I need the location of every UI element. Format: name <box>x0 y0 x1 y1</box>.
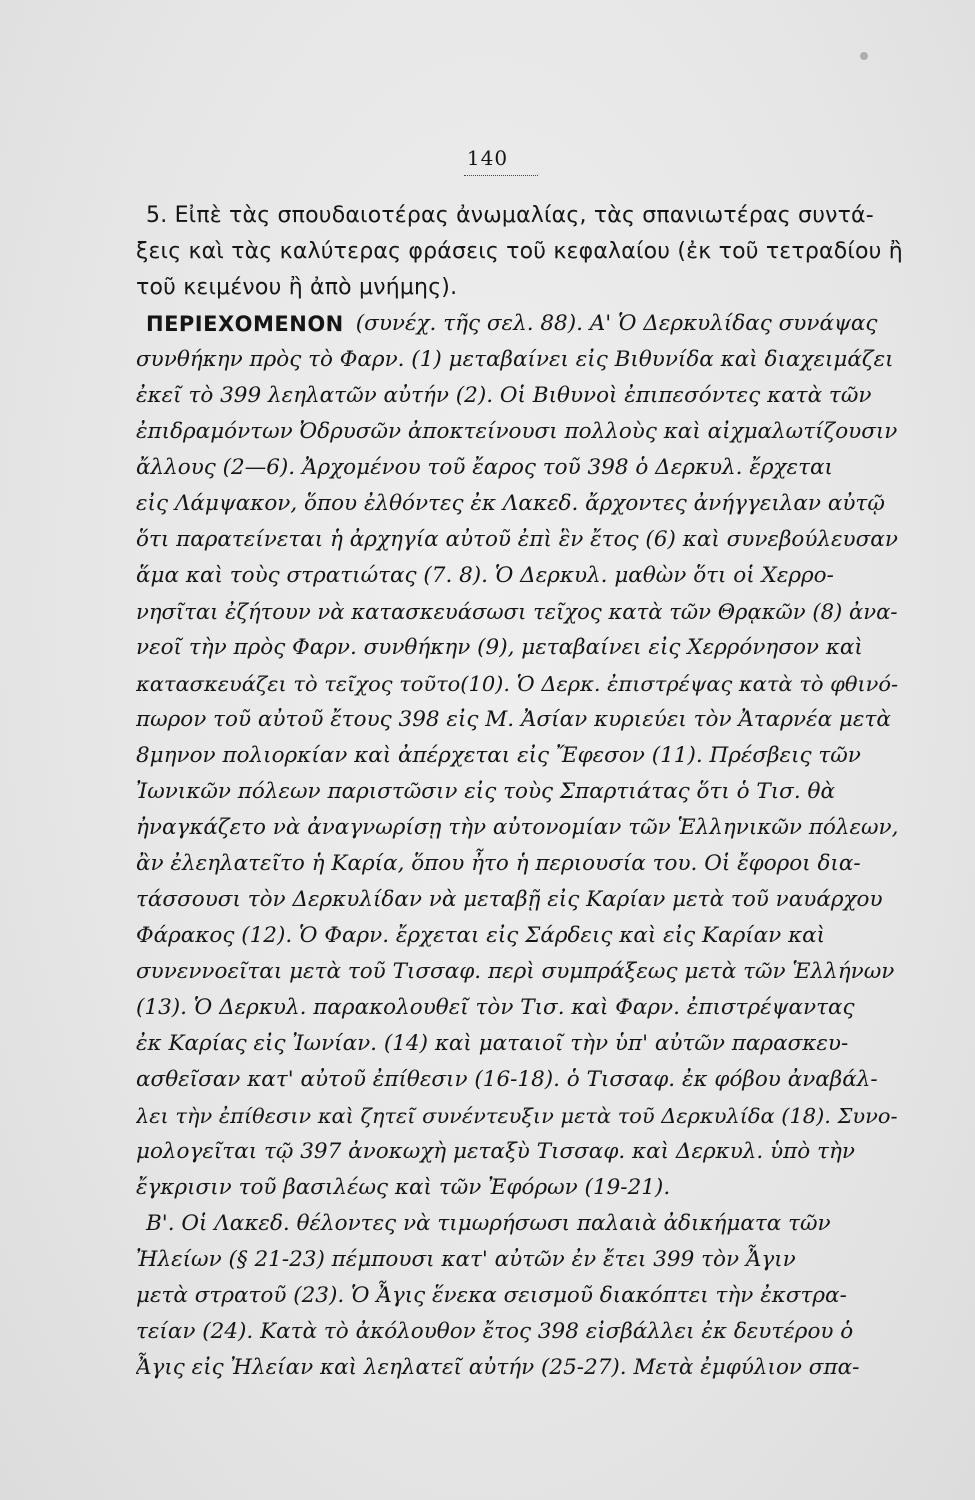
contents-line: συνεννοεῖται μετὰ τοῦ Τισσαφ. περὶ συμπράξεως μετὰ τῶν Ἑλλήνων <box>136 959 895 984</box>
contents-line: εἰς Λάμψακον, ὅπου ἐλθόντες ἐκ Λακεδ. ἄρχοντες ἀνήγγειλαν αὐτῷ <box>136 491 885 516</box>
exercise-line <box>136 234 906 270</box>
contents-line: πωρον τοῦ αὐτοῦ ἔτους 398 εἰς Μ. Ἀσίαν κυριεύει τὸν Ἀταρνέα μετὰ <box>136 707 891 732</box>
contents-line: ἐπιδραμόντων Ὀδρυσῶν ἀποκτείνουσι πολλοὺς καὶ αἰχμαλωτίζουσιν <box>136 419 898 444</box>
contents-line: 8μηνον πολιορκίαν καὶ ἀπέρχεται εἰς Ἔφεσον (11). Πρέσβεις τῶν <box>136 743 861 768</box>
page-number: 140 <box>466 146 509 170</box>
contents-line: κατασκευάζει τὸ τεῖχος τοῦτο(10). Ὁ Δερκ. ἐπιστρέψας κατὰ τὸ φθινό- <box>136 672 899 696</box>
contents-line: τάσσουσι τὸν Δερκυλίδαν νὰ μεταβῇ εἰς Καρίαν μετὰ τοῦ ναυάρχου <box>136 887 883 912</box>
text-block <box>136 198 906 1386</box>
contents-heading-rest: (συνέχ. τῆς σελ. 88). Α' Ὁ Δερκυλίδας συνάψας <box>355 311 878 336</box>
section-b-line: μετὰ στρατοῦ (23). Ὁ Ἆγις ἕνεκα σεισμοῦ διακόπτει τὴν ἐκστρα- <box>136 1283 847 1308</box>
contents-line: ἐκ Καρίας εἰς Ἰωνίαν. (14) καὶ ματαιοῖ τὴν ὑπ' αὐτῶν παρασκευ- <box>136 1031 849 1056</box>
exercise-line-text: ξεις καὶ τὰς καλύτερας φράσεις τοῦ κεφαλαίου (ἐκ τοῦ τετραδίου ἢ <box>136 239 903 264</box>
contents-line: ασθεῖσαν κατ' αὐτοῦ ἐπίθεσιν (16-18). ὁ Τισσαφ. ἐκ φόβου ἀναβάλ- <box>136 1067 878 1092</box>
contents-heading: ΠΕΡΙΕΧΟΜΕΝΟΝ <box>146 312 344 336</box>
contents-line: ὅτι παρατείνεται ἡ ἀρχηγία αὐτοῦ ἐπὶ ἓν ἔτος (6) καὶ συνεβούλευσαν <box>136 527 898 552</box>
contents-line: ἅμα καὶ τοὺς στρατιώτας (7. 8). Ὁ Δερκυλ. μαθὼν ὅτι οἱ Χερρο- <box>136 563 834 588</box>
contents-line: ἠναγκάζετο νὰ ἀναγνωρίσῃ τὴν αὐτονομίαν τῶν Ἑλληνικῶν πόλεων, <box>136 815 899 840</box>
section-b-line: Β'. Οἱ Λακεδ. θέλοντες νὰ τιμωρήσωσι παλαιὰ ἀδικήματα τῶν <box>146 1211 831 1236</box>
contents-line: ἄλλους (2—6). Ἀρχομένου τοῦ ἔαρος τοῦ 398 ὁ Δερκυλ. ἔρχεται <box>136 455 833 480</box>
contents-heading-line <box>136 306 906 342</box>
contents-line: Ἰωνικῶν πόλεων παριστῶσιν εἰς τοὺς Σπαρτιάτας ὅτι ὁ Τισ. θὰ <box>136 779 835 804</box>
section-b-line: Ἆγις εἰς Ἠλείαν καὶ λεηλατεῖ αὐτήν (25-27). Μετὰ ἐμφύλιον σπα- <box>136 1355 860 1380</box>
exercise-line <box>136 198 906 234</box>
contents-line: ἂν ἐλεηλατεῖτο ἡ Καρία, ὅπου ἦτο ἡ περιουσία του. Οἱ ἔφοροι δια- <box>136 851 861 876</box>
contents-line: νησῖται ἐζήτουν νὰ κατασκευάσωσι τεῖχος κατὰ τῶν Θρᾳκῶν (8) ἀνα- <box>136 599 898 624</box>
contents-line: συνθήκην πρὸς τὸ Φαρν. (1) μεταβαίνει εἰς Βιθυνίδα καὶ διαχειμάζει <box>136 347 894 372</box>
contents-line: ἐκεῖ τὸ 399 λεηλατῶν αὐτήν (2). Οἱ Βιθυνοὶ ἐπιπεσόντες κατὰ τῶν <box>136 383 872 408</box>
ink-speck <box>860 52 868 60</box>
page-number-rule <box>464 175 538 176</box>
exercise-line-text: 5. Εἰπὲ τὰς σπουδαιοτέρας ἀνωμαλίας, τὰς σπανιωτέρας συντά- <box>146 203 874 228</box>
section-b-line: Ἠλείων (§ 21-23) πέμπουσι κατ' αὐτῶν ἐν ἔτει 399 τὸν Ἆγιν <box>136 1247 796 1272</box>
section-b-line: τείαν (24). Κατὰ τὸ ἀκόλουθον ἔτος 398 εἰσβάλλει ἐκ δευτέρου ὁ <box>136 1319 854 1344</box>
exercise-line <box>136 270 906 306</box>
contents-line: Φάρακος (12). Ὁ Φαρν. ἔρχεται εἰς Σάρδεις καὶ εἰς Καρίαν καὶ <box>136 923 826 948</box>
contents-line: (13). Ὁ Δερκυλ. παρακολουθεῖ τὸν Τισ. καὶ Φαρν. ἐπιστρέψαντας <box>136 995 855 1020</box>
contents-line: νεοῖ τὴν πρὸς Φαρν. συνθήκην (9), μεταβαίνει εἰς Χερρόνησον καὶ <box>136 635 863 660</box>
contents-line: ἔγκρισιν τοῦ βασιλέως καὶ τῶν Ἐφόρων (19-21). <box>136 1175 671 1200</box>
contents-line: λει τὴν ἐπίθεσιν καὶ ζητεῖ συνέντευξιν μετὰ τοῦ Δερκυλίδα (18). Συνο- <box>136 1104 898 1128</box>
contents-line: μολογεῖται τῷ 397 ἀνοκωχὴ μεταξὺ Τισσαφ. καὶ Δερκυλ. ὑπὸ τὴν <box>136 1139 855 1164</box>
exercise-line-text: τοῦ κειμένου ἢ ἀπὸ μνήμης). <box>136 275 458 300</box>
